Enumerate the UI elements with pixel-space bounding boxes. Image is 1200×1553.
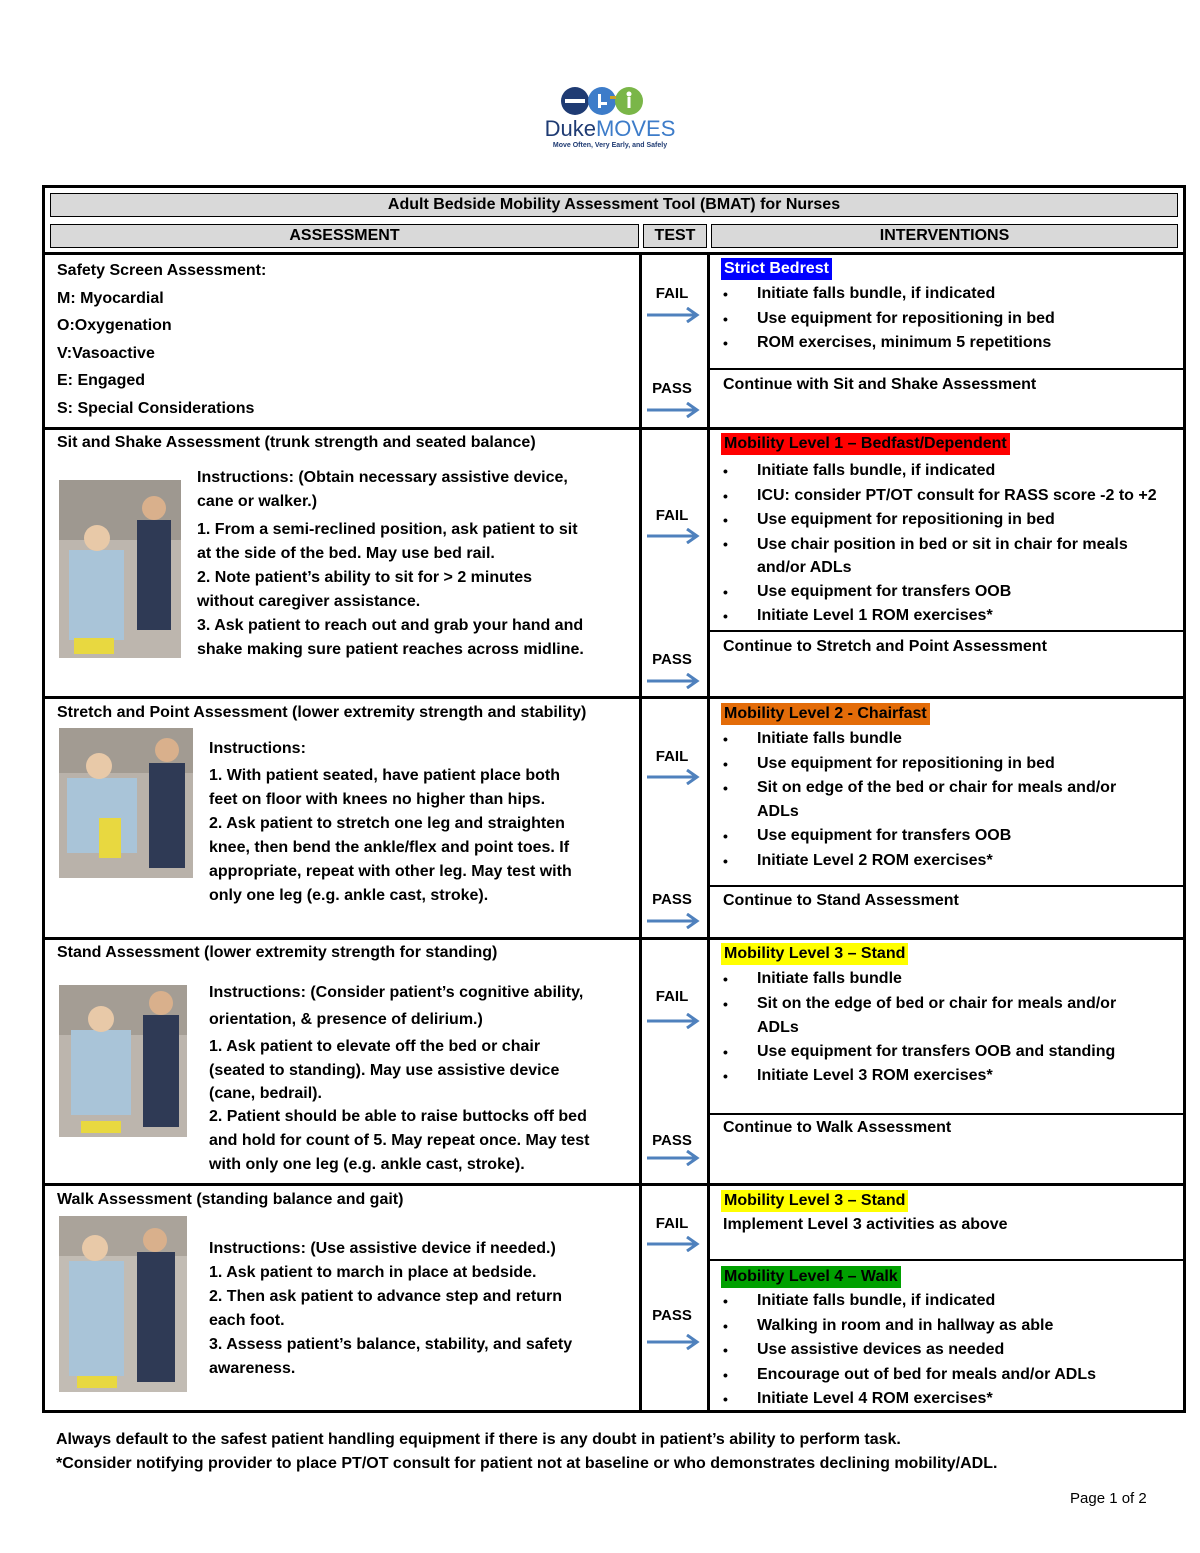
pass-arrow-icon <box>647 673 701 689</box>
list-item: • Use equipment for repositioning in bed <box>757 307 1176 332</box>
logo-moves: MOVES <box>595 116 676 141</box>
list-item: • Initiate Level 2 ROM exercises* <box>757 849 1181 874</box>
continue-walk: Continue to Walk Assessment <box>723 1119 952 1136</box>
table-title: Adult Bedside Mobility Assessment Tool (BMAT) for Nurses <box>50 193 1178 217</box>
list-item: • Initiate Level 1 ROM exercises* <box>757 604 1181 629</box>
instruction-line: 1. With patient seated, have patient place both <box>209 767 561 784</box>
logo-tagline: Move Often, Very Early, and Safely <box>552 142 668 149</box>
fail-arrow-icon <box>647 307 701 323</box>
list-item: • Use equipment for transfers OOB <box>757 580 1181 605</box>
list-item: • Use equipment for repositioning in bed <box>757 752 1181 777</box>
stretch-point-heading: Stretch and Point Assessment (lower extremity strength and stability) <box>57 704 587 721</box>
continue-sit-shake: Continue with Sit and Shake Assessment <box>723 376 1037 393</box>
walk-instructions <box>209 1237 637 1381</box>
continue-stand: Continue to Stand Assessment <box>723 892 959 909</box>
instruction-line: only one leg (e.g. ankle cast, stroke). <box>209 887 489 904</box>
level-badge-strict-bedrest: Strict Bedrest <box>721 258 832 280</box>
pass-arrow-icon <box>647 402 701 418</box>
list-item: • Use equipment for transfers OOB and standing <box>757 1040 1181 1065</box>
instruction-line: cane or walker.) <box>197 493 318 510</box>
level-badge-level3-walk: Mobility Level 3 – Stand <box>721 1190 908 1212</box>
list-item: • Sit on edge of the bed or chair for meals and/or ADLs <box>757 776 1157 824</box>
pass-arrow-icon <box>647 1334 701 1350</box>
walk-photo <box>59 1216 187 1392</box>
fail-arrow-icon <box>647 528 701 544</box>
moves-oxygenation: O:Oxygenation <box>57 317 172 334</box>
footer-safety-note: Always default to the safest patient handling equipment if there is any doubt in patient’s ability to perform task. <box>56 1431 901 1448</box>
list-item: • Sit on the edge of bed or chair for meals and/or ADLs <box>757 992 1157 1040</box>
fail-arrow-icon <box>647 1013 701 1029</box>
chair-icon <box>588 87 616 115</box>
list-item: • Initiate falls bundle, if indicated <box>757 459 1181 484</box>
moves-special: S: Special Considerations <box>57 399 255 417</box>
list-item: • Initiate falls bundle, if indicated <box>757 282 1176 307</box>
level4-block <box>721 1266 1181 1412</box>
fail-arrow-icon <box>647 1236 701 1252</box>
list-item: • Use chair position in bed or sit in chair for meals and/or ADLs <box>757 533 1157 580</box>
instruction-line: Instructions: (Consider patient’s cognitive ability, <box>209 984 584 1001</box>
fail-arrow-icon <box>647 769 701 785</box>
level1-block <box>721 433 1181 629</box>
level2-block <box>721 703 1181 873</box>
instruction-line: appropriate, repeat with other leg. May test with <box>209 863 572 880</box>
pass-label: PASS <box>652 1307 692 1324</box>
accent-mark <box>610 96 616 99</box>
instruction-line: each foot. <box>209 1312 285 1329</box>
list-item: • Encourage out of bed for meals and/or ADLs <box>757 1363 1181 1388</box>
moves-myocardial: M: Myocardial <box>57 289 164 307</box>
pass-label: PASS <box>652 380 692 397</box>
fail-label: FAIL <box>655 285 689 302</box>
list-item: • Use assistive devices as needed <box>757 1338 1181 1363</box>
implement-level3-text: Implement Level 3 activities as above <box>723 1216 1008 1233</box>
list-item: • Initiate falls bundle <box>757 727 1181 752</box>
instruction-line: 1. From a semi-reclined position, ask patient to sit <box>197 521 578 538</box>
fail-label: FAIL <box>655 1215 689 1232</box>
instruction-line: awareness. <box>209 1360 296 1377</box>
header-test: TEST <box>643 224 707 248</box>
instruction-line: shake making sure patient reaches across midline. <box>197 641 584 658</box>
level-badge-level4: Mobility Level 4 – Walk <box>721 1266 901 1288</box>
header-interventions: INTERVENTIONS <box>711 224 1178 248</box>
list-item: • Use equipment for repositioning in bed <box>757 508 1181 533</box>
list-item: • Walking in room and in hallway as able <box>757 1314 1181 1339</box>
stand-heading: Stand Assessment (lower extremity strength for standing) <box>57 944 498 961</box>
instruction-line: 1. Ask patient to march in place at bedside. <box>209 1264 537 1281</box>
list-item: • Use equipment for transfers OOB <box>757 824 1181 849</box>
instruction-line: 2. Note patient’s ability to sit for > 2 minutes <box>197 569 533 586</box>
stretch-point-instructions <box>209 737 637 908</box>
instruction-line: without caregiver assistance. <box>197 593 421 610</box>
level-badge-level3: Mobility Level 3 – Stand <box>721 943 908 965</box>
level-badge-level2: Mobility Level 2 - Chairfast <box>721 703 930 725</box>
photo-illustration <box>59 480 181 658</box>
list-item: • Initiate Level 4 ROM exercises* <box>757 1387 1181 1412</box>
instruction-line: 2. Then ask patient to advance step and return <box>209 1288 562 1305</box>
moves-vasoactive: V:Vasoactive <box>57 344 155 362</box>
list-item: • Initiate falls bundle, if indicated <box>757 1289 1181 1314</box>
instruction-line: (cane, bedrail). <box>209 1085 322 1102</box>
pass-label: PASS <box>652 651 692 668</box>
fail-label: FAIL <box>655 748 689 765</box>
instruction-line: Instructions: (Use assistive device if needed.) <box>209 1240 556 1257</box>
list-item: • Initiate falls bundle <box>757 967 1181 992</box>
list-item: • ICU: consider PT/OT consult for RASS score -2 to +2 <box>757 484 1181 509</box>
level-badge-level1: Mobility Level 1 – Bedfast/Dependent <box>721 433 1010 455</box>
footer-consult-note: *Consider notifying provider to place PT/OT consult for patient not at baseline or who demonstrates declining mobility/ADL. <box>56 1455 998 1472</box>
moves-engaged: E: Engaged <box>57 372 146 389</box>
strict-bedrest-block <box>721 258 1176 356</box>
photo-illustration <box>59 985 187 1137</box>
stand-photo <box>59 985 187 1137</box>
instruction-line: 2. Ask patient to stretch one leg and straighten <box>209 815 565 832</box>
instruction-line: 3. Assess patient’s balance, stability, and safety <box>209 1336 573 1353</box>
instruction-line: knee, then bend the ankle/flex and point toes. If <box>209 839 570 856</box>
list-item: • Initiate Level 3 ROM exercises* <box>757 1064 1181 1089</box>
level3-block <box>721 943 1181 1089</box>
walk-heading: Walk Assessment (standing balance and gait) <box>57 1191 404 1208</box>
instruction-line: orientation, & presence of delirium.) <box>209 1011 483 1028</box>
photo-illustration <box>59 728 193 878</box>
page-number: Page 1 of 2 <box>1070 1490 1147 1507</box>
instruction-line: Instructions: (Obtain necessary assistive device, <box>197 469 568 486</box>
bmat-table <box>42 185 1186 1413</box>
safety-screen-cell <box>57 257 632 422</box>
header-assessment: ASSESSMENT <box>50 224 639 248</box>
instruction-line: feet on floor with knees no higher than hips. <box>209 791 546 808</box>
sit-shake-instructions <box>197 466 637 662</box>
sit-shake-photo <box>59 480 181 658</box>
stand-instructions <box>209 979 637 1177</box>
instruction-line: with only one leg (e.g. ankle cast, stroke). <box>209 1156 525 1173</box>
instruction-line: and hold for count of 5. May repeat once. May test <box>209 1132 590 1149</box>
pass-arrow-icon <box>647 913 701 929</box>
instruction-line: (seated to standing). May use assistive device <box>209 1062 560 1079</box>
walk-fail-block <box>721 1190 1181 1236</box>
sit-shake-heading: Sit and Shake Assessment (trunk strength and seated balance) <box>57 434 536 451</box>
continue-stretch-point: Continue to Stretch and Point Assessment <box>723 638 1047 655</box>
instruction-line: 1. Ask patient to elevate off the bed or chair <box>209 1038 541 1055</box>
instruction-line: Instructions: <box>209 740 306 757</box>
stretch-point-photo <box>59 728 193 878</box>
pass-label: PASS <box>652 1132 692 1149</box>
photo-illustration <box>59 1216 187 1392</box>
pass-label: PASS <box>652 891 692 908</box>
instruction-line: 3. Ask patient to reach out and grab your hand and <box>197 617 584 634</box>
instruction-line: at the side of the bed. May use bed rail. <box>197 545 495 562</box>
list-item: • ROM exercises, minimum 5 repetitions <box>757 331 1176 356</box>
instruction-line: 2. Patient should be able to raise buttocks off bed <box>209 1108 587 1125</box>
fail-label: FAIL <box>655 507 689 524</box>
logo-duke: Duke <box>544 116 596 141</box>
fail-label: FAIL <box>655 988 689 1005</box>
pass-arrow-icon <box>647 1150 701 1166</box>
safety-screen-heading: Safety Screen Assessment: <box>57 262 267 279</box>
dukemoves-logo <box>530 86 690 152</box>
